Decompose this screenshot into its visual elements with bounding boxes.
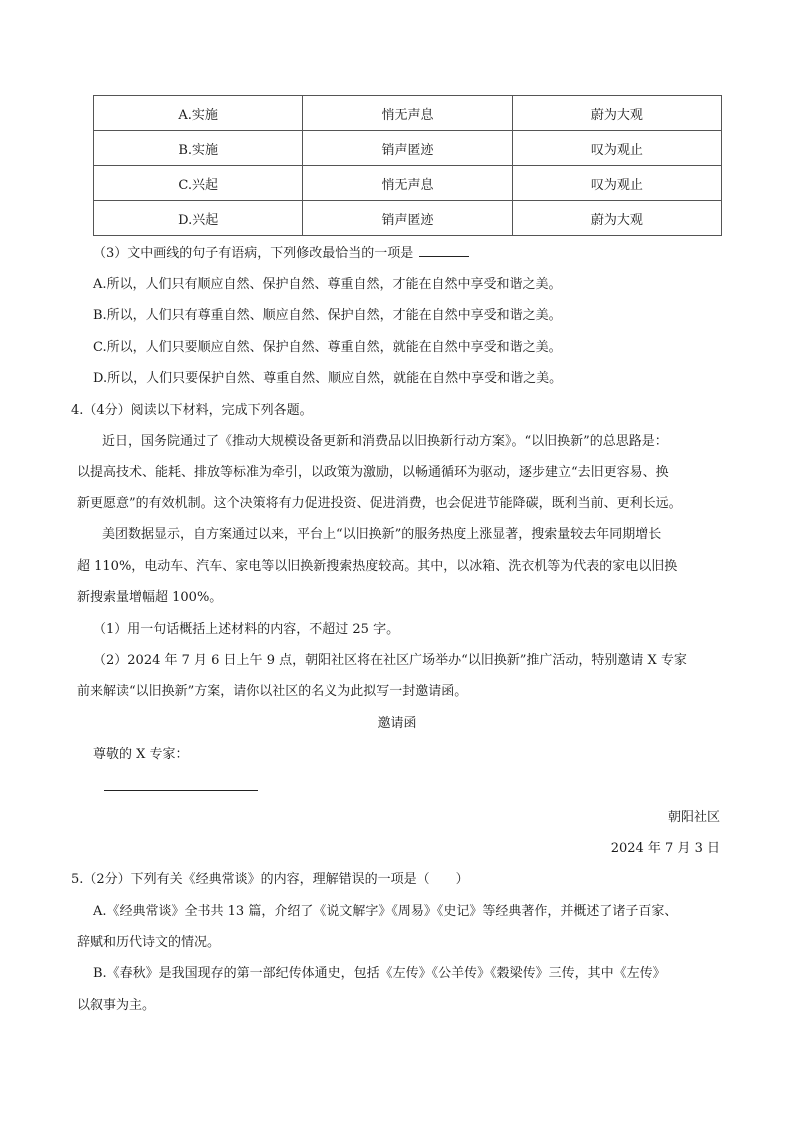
table-cell: C.兴起 <box>94 166 303 201</box>
q4-sub1: （1）用一句话概括上述材料的内容，不超过 25 字。 <box>93 622 400 637</box>
table-row <box>94 201 722 236</box>
q5-option-b-line: 以叙事为主。 <box>77 998 156 1013</box>
q5-option-a-line: A.《经典常谈》全书共 13 篇，介绍了《说文解字》《周易》《史记》等经典著作，并概述了诸子百家、 <box>93 904 678 919</box>
table-cell: 叹为观止 <box>512 166 721 201</box>
table-cell: 蔚为大观 <box>512 96 721 131</box>
q4-title: 4.（4分）阅读以下材料，完成下列各题。 <box>71 403 313 418</box>
letter-signature: 朝阳社区 <box>667 810 720 825</box>
q4-para1-line: 以提高技术、能耗、排放等标准为牵引，以政策为激励，以畅通循环为驱动，逐步建立“去旧更容易、换 <box>77 465 669 480</box>
table-row <box>94 96 722 131</box>
q5-option-a-line: 辞赋和历代诗文的情况。 <box>77 935 221 950</box>
q5-option-b-line: B.《春秋》是我国现存的第一部纪传体通史，包括《左传》《公羊传》《穀梁传》三传，其中《左传》 <box>93 966 666 981</box>
q3-option-d: D.所以，人们只要保护自然、尊重自然、顺应自然，就能在自然中享受和谐之美。 <box>93 371 563 386</box>
q5-title: 5.（2分）下列有关《经典常谈》的内容，理解错误的一项是（ ） <box>71 872 469 887</box>
table-cell: 销声匿迹 <box>303 131 512 166</box>
table-cell: 悄无声息 <box>303 96 512 131</box>
q3-stem: （3）文中画线的句子有语病，下列修改最恰当的一项是 <box>93 246 414 261</box>
q4-para1-line: 新更愿意”的有效机制。这个决策将有力促进投资、促进消费，也会促进节能降碳，既利当前、更利长远。 <box>77 496 682 511</box>
letter-salutation: 尊敬的 X 专家： <box>93 747 189 762</box>
q4-sub2-line: （2）2024 年 7 月 6 日上午 9 点，朝阳社区将在社区广场举办“以旧换新”推广活动，特别邀请 X 专家 <box>93 653 687 668</box>
q4-para2-line: 超 110%，电动车、汽车、家电等以旧换新搜索热度较高。其中，以冰箱、洗衣机等为代表的家电以旧换 <box>77 559 678 574</box>
table-cell: 销声匿迹 <box>303 201 512 236</box>
q4-para1-line: 近日，国务院通过了《推动大规模设备更新和消费品以旧换新行动方案》。“以旧换新”的总思路是： <box>102 434 668 449</box>
option-table <box>93 95 722 236</box>
q3-option-c: C.所以，人们只要顺应自然、保护自然、尊重自然，就能在自然中享受和谐之美。 <box>93 340 562 355</box>
letter-title: 邀请函 <box>377 716 417 731</box>
table-cell: 蔚为大观 <box>512 201 721 236</box>
q4-para2-line: 美团数据显示，自方案通过以来，平台上“以旧换新”的服务热度上涨显著，搜索量较去年同期增长 <box>102 527 662 542</box>
q4-para2-line: 新搜索量增幅超 100%。 <box>77 590 223 605</box>
q4-sub2-line: 前来解读“以旧换新”方案，请你以社区的名义为此拟写一封邀请函。 <box>77 684 468 699</box>
answer-line <box>104 790 258 791</box>
answer-blank <box>419 244 469 257</box>
q3-option-b: B.所以，人们只有尊重自然、顺应自然、保护自然，才能在自然中享受和谐之美。 <box>93 308 562 323</box>
table-cell: A.实施 <box>94 96 303 131</box>
table-cell: D.兴起 <box>94 201 303 236</box>
table-cell: 悄无声息 <box>303 166 512 201</box>
table-cell: 叹为观止 <box>512 131 721 166</box>
table-row <box>94 166 722 201</box>
table-row <box>94 131 722 166</box>
q3-stem-line <box>93 244 469 264</box>
table-cell: B.实施 <box>94 131 303 166</box>
letter-date: 2024 年 7 月 3 日 <box>610 841 720 856</box>
q3-option-a: A.所以，人们只有顺应自然、保护自然、尊重自然，才能在自然中享受和谐之美。 <box>93 277 562 292</box>
